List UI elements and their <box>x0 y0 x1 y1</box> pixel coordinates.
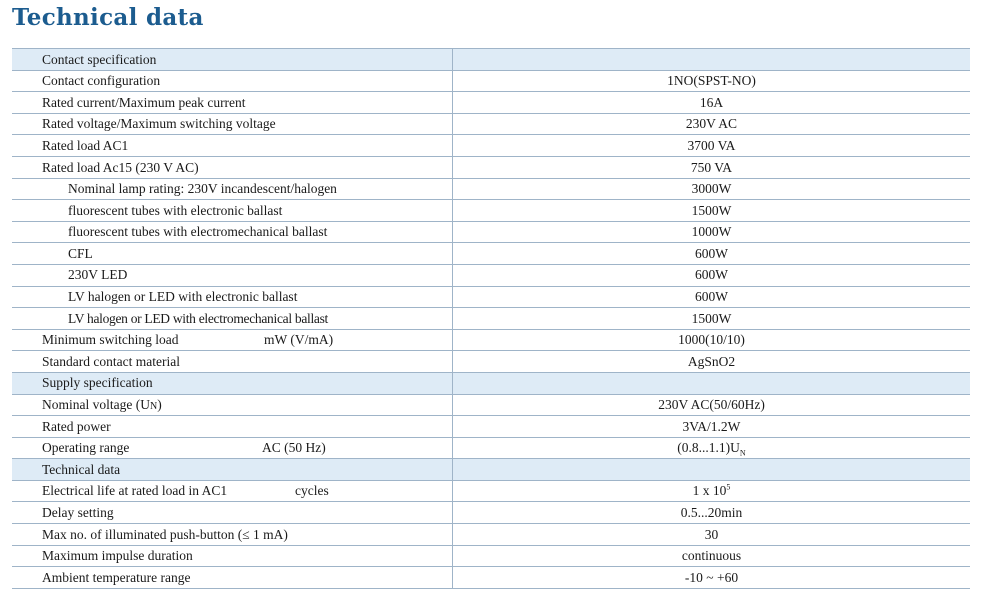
table-row <box>12 156 970 178</box>
table-row <box>12 178 970 200</box>
row-value: 16A <box>453 92 971 114</box>
row-value: 1500W <box>453 308 971 330</box>
row-label: Nominal voltage (U <box>42 396 150 412</box>
page-title: Technical data <box>12 4 204 31</box>
row-label: fluorescent tubes with electronic ballast <box>68 202 283 218</box>
table-row <box>12 416 970 438</box>
row-value: 30 <box>453 524 971 546</box>
section-title: Technical data <box>12 459 453 481</box>
table-row <box>12 264 970 286</box>
section-header-supply <box>12 372 970 394</box>
table-row <box>12 437 970 459</box>
row-value: continuous <box>453 545 971 567</box>
row-value: AgSnO2 <box>453 351 971 373</box>
row-value-superscript: 5 <box>726 482 731 492</box>
row-value: 1000W <box>453 221 971 243</box>
row-label: Maximum impulse duration <box>12 545 453 567</box>
section-header-contact <box>12 49 970 71</box>
row-label: Electrical life at rated load in AC1 <box>42 483 228 499</box>
row-unit: AC (50 Hz) <box>262 440 326 456</box>
row-label: Standard contact material <box>12 351 453 373</box>
row-label: LV halogen or LED with electronic ballast <box>68 289 298 305</box>
row-value: 1500W <box>453 200 971 222</box>
row-label: 230V LED <box>68 267 128 283</box>
row-value: 600W <box>453 264 971 286</box>
row-label: Rated load AC1 <box>12 135 453 157</box>
row-label-subscript: N <box>149 400 158 412</box>
row-label: Rated load Ac15 (230 V AC) <box>12 156 453 178</box>
row-label: Nominal lamp rating: 230V incandescent/halogen <box>68 181 337 197</box>
row-value: 750 VA <box>453 156 971 178</box>
row-label: fluorescent tubes with electromechanical ballast <box>68 224 328 240</box>
table-row <box>12 480 970 502</box>
row-label: Contact configuration <box>12 70 453 92</box>
technical-data-table <box>12 48 970 589</box>
row-value: 3000W <box>453 178 971 200</box>
row-label: Rated voltage/Maximum switching voltage <box>12 113 453 135</box>
table-row <box>12 286 970 308</box>
row-label: CFL <box>68 245 93 261</box>
table-row <box>12 200 970 222</box>
table-row <box>12 567 970 589</box>
table-row <box>12 329 970 351</box>
row-label: Ambient temperature range <box>12 567 453 589</box>
row-value: 600W <box>453 286 971 308</box>
section-title: Contact specification <box>12 49 453 71</box>
table-row <box>12 135 970 157</box>
table-row <box>12 221 970 243</box>
row-value: 1000(10/10) <box>453 329 971 351</box>
row-label-end: ) <box>157 396 162 412</box>
table-row <box>12 243 970 265</box>
row-value: 230V AC(50/60Hz) <box>453 394 971 416</box>
table-row <box>12 113 970 135</box>
row-value: 230V AC <box>453 113 971 135</box>
row-label: Max no. of illuminated push-button (≤ 1 mA) <box>12 524 453 546</box>
table-row <box>12 502 970 524</box>
section-title: Supply specification <box>12 372 453 394</box>
row-value: 0.5...20min <box>453 502 971 524</box>
row-value: 600W <box>453 243 971 265</box>
table-row <box>12 308 970 330</box>
row-unit: cycles <box>295 483 329 499</box>
row-label: Rated current/Maximum peak current <box>12 92 453 114</box>
row-value: 1 x 10 <box>692 483 727 499</box>
row-value: 3700 VA <box>453 135 971 157</box>
row-value: 1NO(SPST-NO) <box>453 70 971 92</box>
table-row <box>12 524 970 546</box>
row-label: Minimum switching load <box>42 332 179 348</box>
row-value: 3VA/1.2W <box>453 416 971 438</box>
table-row <box>12 351 970 373</box>
table-row <box>12 394 970 416</box>
row-label: Rated power <box>12 416 453 438</box>
row-value-subscript: N <box>739 448 746 458</box>
row-label: LV halogen or LED with electromechanical ballast <box>68 310 329 326</box>
row-label: Delay setting <box>12 502 453 524</box>
row-label: Operating range <box>42 440 130 456</box>
table-row <box>12 70 970 92</box>
table-row <box>12 92 970 114</box>
section-header-technical <box>12 459 970 481</box>
row-unit: mW (V/mA) <box>264 332 334 348</box>
table-row <box>12 545 970 567</box>
row-value: (0.8...1.1)U <box>677 440 740 456</box>
row-value: -10 ~ +60 <box>453 567 971 589</box>
